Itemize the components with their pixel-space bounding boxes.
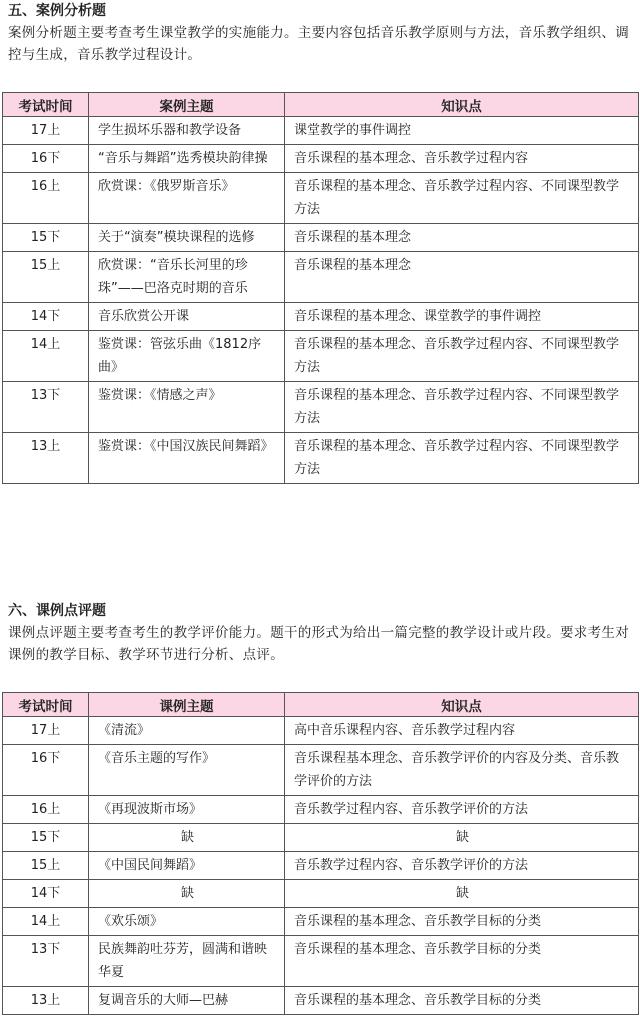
cell-knowledge: 缺 <box>285 824 639 852</box>
cell-year: 13下 <box>3 382 89 433</box>
table-row <box>3 433 639 484</box>
table-row <box>3 303 639 331</box>
cell-year: 15上 <box>3 252 89 303</box>
cell-knowledge: 音乐课程的基本理念、音乐教学目标的分类 <box>285 908 639 936</box>
cell-knowledge: 音乐课程的基本理念、音乐教学过程内容、不同课型教学方法 <box>285 433 639 484</box>
cell-topic: 鉴赏课：管弦乐曲《1812序曲》 <box>89 331 285 382</box>
table-row <box>3 224 639 252</box>
cell-topic: 欣赏课：《俄罗斯音乐》 <box>89 173 285 224</box>
header-exam-time: 考试时间 <box>3 693 89 717</box>
cell-knowledge: 课堂教学的事件调控 <box>285 117 639 145</box>
table-row <box>3 252 639 303</box>
cell-topic: 鉴赏课：《情感之声》 <box>89 382 285 433</box>
cell-knowledge: 音乐课程的基本理念、音乐教学过程内容 <box>285 145 639 173</box>
cell-topic: 《音乐主题的写作》 <box>89 745 285 796</box>
section-title: 五、案例分析题 <box>8 3 106 19</box>
table-row <box>3 908 639 936</box>
cell-knowledge: 音乐教学过程内容、音乐教学评价的方法 <box>285 852 639 880</box>
section-title: 六、课例点评题 <box>8 603 106 619</box>
cell-knowledge: 缺 <box>285 880 639 908</box>
cell-knowledge: 音乐课程的基本理念、音乐教学过程内容、不同课型教学方法 <box>285 173 639 224</box>
section-lesson-review <box>0 600 640 1008</box>
header-knowledge: 知识点 <box>285 693 639 717</box>
cell-year: 17上 <box>3 717 89 745</box>
cell-year: 14下 <box>3 303 89 331</box>
cell-topic: 《清流》 <box>89 717 285 745</box>
cell-topic: 关于“演奏”模块课程的选修 <box>89 224 285 252</box>
cell-knowledge: 音乐课程基本理念、音乐教学评价的内容及分类、音乐教学评价的方法 <box>285 745 639 796</box>
table-row <box>3 987 639 1015</box>
cell-topic: 学生损坏乐器和教学设备 <box>89 117 285 145</box>
cell-knowledge: 音乐课程的基本理念、音乐教学目标的分类 <box>285 936 639 987</box>
cell-topic: 欣赏课：“音乐长河里的珍珠”——巴洛克时期的音乐 <box>89 252 285 303</box>
table-row <box>3 745 639 796</box>
header-exam-time: 考试时间 <box>3 93 89 117</box>
cell-year: 14下 <box>3 880 89 908</box>
cell-topic: 民族舞韵吐芬芳，圆满和谐映华夏 <box>89 936 285 987</box>
table-header-row <box>3 693 639 717</box>
cell-topic: 鉴赏课：《中国汉族民间舞蹈》 <box>89 433 285 484</box>
table-row <box>3 331 639 382</box>
cell-topic: 复调音乐的大师—巴赫 <box>89 987 285 1015</box>
cell-year: 16上 <box>3 796 89 824</box>
cell-topic: 缺 <box>89 824 285 852</box>
cell-year: 17上 <box>3 117 89 145</box>
cell-year: 16下 <box>3 145 89 173</box>
header-knowledge: 知识点 <box>285 93 639 117</box>
cell-knowledge: 音乐课程的基本理念、音乐教学过程内容、不同课型教学方法 <box>285 331 639 382</box>
cell-year: 13上 <box>3 433 89 484</box>
cell-knowledge: 音乐教学过程内容、音乐教学评价的方法 <box>285 796 639 824</box>
cell-topic: 《中国民间舞蹈》 <box>89 852 285 880</box>
cell-knowledge: 音乐课程的基本理念 <box>285 252 639 303</box>
cell-topic: 《再现波斯市场》 <box>89 796 285 824</box>
cell-knowledge: 高中音乐课程内容、音乐教学过程内容 <box>285 717 639 745</box>
section-case-analysis <box>0 0 640 477</box>
cell-year: 14上 <box>3 908 89 936</box>
cell-year: 13下 <box>3 936 89 987</box>
table-row <box>3 936 639 987</box>
table-row <box>3 145 639 173</box>
section-description: 课例点评题主要考查考生的教学评价能力。题干的形式为给出一篇完整的教学设计或片段。要求考生对课例的教学目标、教学环节进行分析、点评。 <box>8 625 629 663</box>
cell-knowledge: 音乐课程的基本理念、音乐教学目标的分类 <box>285 987 639 1015</box>
cell-knowledge: 音乐课程的基本理念 <box>285 224 639 252</box>
section-description: 案例分析题主要考查考生课堂教学的实施能力。主要内容包括音乐教学原则与方法，音乐教学组织、调控与生成，音乐教学过程设计。 <box>8 25 629 63</box>
header-lesson-topic: 课例主题 <box>89 693 285 717</box>
lesson-review-table <box>2 692 639 1015</box>
table-row <box>3 382 639 433</box>
table-row <box>3 824 639 852</box>
cell-knowledge: 音乐课程的基本理念、课堂教学的事件调控 <box>285 303 639 331</box>
cell-knowledge: 音乐课程的基本理念、音乐教学过程内容、不同课型教学方法 <box>285 382 639 433</box>
header-case-topic: 案例主题 <box>89 93 285 117</box>
cell-topic: 《欢乐颂》 <box>89 908 285 936</box>
cell-year: 15下 <box>3 824 89 852</box>
table-row <box>3 173 639 224</box>
cell-year: 15上 <box>3 852 89 880</box>
cell-topic: 音乐欣赏公开课 <box>89 303 285 331</box>
cell-year: 16上 <box>3 173 89 224</box>
table-row <box>3 117 639 145</box>
cell-year: 16下 <box>3 745 89 796</box>
cell-topic: 缺 <box>89 880 285 908</box>
cell-year: 13上 <box>3 987 89 1015</box>
table-row <box>3 796 639 824</box>
case-analysis-table <box>2 92 639 484</box>
table-row <box>3 880 639 908</box>
table-header-row <box>3 93 639 117</box>
cell-year: 14上 <box>3 331 89 382</box>
cell-topic: “音乐与舞蹈”选秀模块韵律操 <box>89 145 285 173</box>
table-row <box>3 717 639 745</box>
cell-year: 15下 <box>3 224 89 252</box>
table-row <box>3 852 639 880</box>
